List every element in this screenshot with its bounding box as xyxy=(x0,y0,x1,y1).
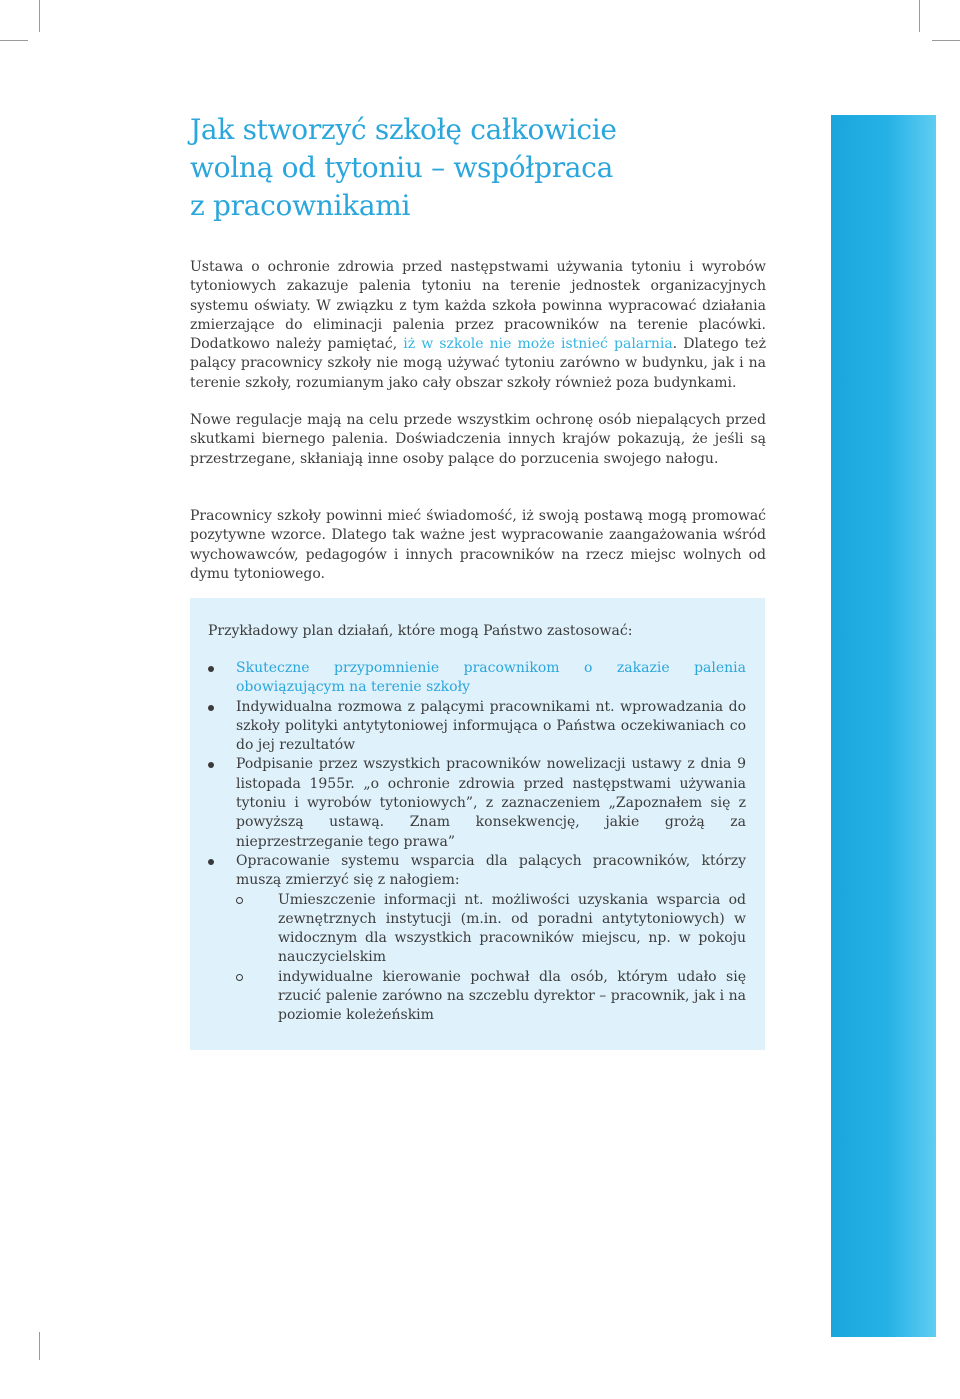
paragraph-law xyxy=(190,258,766,393)
list-item-text: Podpisanie przez wszystkich pracowników nowelizacji ustawy z dnia 9 listopada 1955r. „o ochronie zdrowia przed następstwami używania tytoniu i wyrobów tytoniowych”, z zaznaczeniem „Zapoznałem się z powyższą ustawą. Znam konsekwencję, jakie grożą za nieprzestrzeganie tego prawa” xyxy=(236,756,746,850)
paragraph-staff: Pracownicy szkoły powinni mieć świadomość, iż swoją postawą mogą promować pozytywne wzorce. Dlatego tak ważne jest wypracowanie zaangażowania wśród wychowawców, pedagogów i innych pracowników na rzecz miejsc wolnych od dymu tytoniowego. xyxy=(190,508,766,582)
crop-mark xyxy=(932,40,960,41)
sub-list-item xyxy=(236,968,746,1026)
sub-list-item-text: Umieszczenie informacji nt. możliwości uzyskania wsparcia od zewnętrznych instytucji (m.in. od poradni antytytoniowych) w widocznym dla wszystkich pracowników miejscu, np. w pokoju nauczycielskim xyxy=(278,891,746,966)
title-line: Jak stworzyć szkołę całkowicie xyxy=(190,113,617,146)
hollow-bullet-icon xyxy=(236,897,243,904)
sub-list xyxy=(236,891,746,1026)
paragraph-text: . Dlatego też palący pracownicy szkoły nie mogą używać tytoniu zarówno w budynku, jak i na terenie szkoły, rozumianym jako cały obszar szkoły również poza budynkami. xyxy=(190,336,766,391)
list-item xyxy=(208,852,746,1026)
action-plan-box xyxy=(190,598,765,1050)
list-item-text: Indywidualna rozmowa z palącymi pracownikami nt. wprowadzania do szkoły polityki antytytoniowej informująca o Państwa oczekiwaniach co do jej rezultatów xyxy=(236,698,746,754)
title-line: z pracownikami xyxy=(190,189,411,222)
plan-list xyxy=(208,659,746,1026)
sub-list-item xyxy=(236,891,746,968)
bullet-icon xyxy=(208,705,214,711)
side-bar xyxy=(831,115,936,1399)
crop-mark xyxy=(39,1332,40,1360)
crop-mark xyxy=(39,0,40,32)
list-item xyxy=(208,659,746,698)
list-item-text: Opracowanie systemu wsparcia dla palących pracowników, którzy muszą zmierzyć się z nałogiem: xyxy=(236,852,746,889)
paragraph-regulations: Nowe regulacje mają na celu przede wszystkim ochronę osób niepalących przed skutkami biernego palenia. Doświadczenia innych krajów pokazują, że jeśli są przestrzegane, skłaniają inne osoby palące do porzucenia swojego nałogu. xyxy=(190,412,766,467)
plan-intro: Przykładowy plan działań, które mogą Państwo zastosować: xyxy=(208,623,633,639)
page-title xyxy=(190,111,750,225)
hollow-bullet-icon xyxy=(236,974,243,981)
title-line: wolną od tytoniu – współpraca xyxy=(190,151,613,184)
bullet-icon xyxy=(208,859,214,865)
crop-mark xyxy=(0,40,28,41)
list-item xyxy=(208,698,746,756)
bullet-icon xyxy=(208,762,214,768)
list-item-text: Skuteczne przypomnienie pracownikom o zakazie palenia obowiązującym na terenie szkoły xyxy=(236,660,746,696)
paragraph-text: Ustawa o ochronie zdrowia przed następstwami używania tytoniu i wyrobów tytoniowych zakazuje palenia tytoniu na terenie jednostek organizacyjnych systemu oświaty. W związku z tym każda szkoła powinna wypracować działania zmierzające do eliminacji palenia przez pracowników na terenie placówki. Dodatkowo należy pamiętać, xyxy=(190,259,766,353)
highlighted-text: iż w szkole nie może istnieć palarnia xyxy=(403,336,673,353)
bullet-icon xyxy=(208,666,214,672)
crop-mark xyxy=(919,0,920,32)
sub-list-item-text: indywidualne kierowanie pochwał dla osób, którym udało się rzucić palenie zarówno na szczeblu dyrektor – pracownik, jak i na poziomie koleżeńskim xyxy=(278,968,746,1024)
list-item xyxy=(208,755,746,851)
page-number: 7 xyxy=(872,1361,895,1399)
